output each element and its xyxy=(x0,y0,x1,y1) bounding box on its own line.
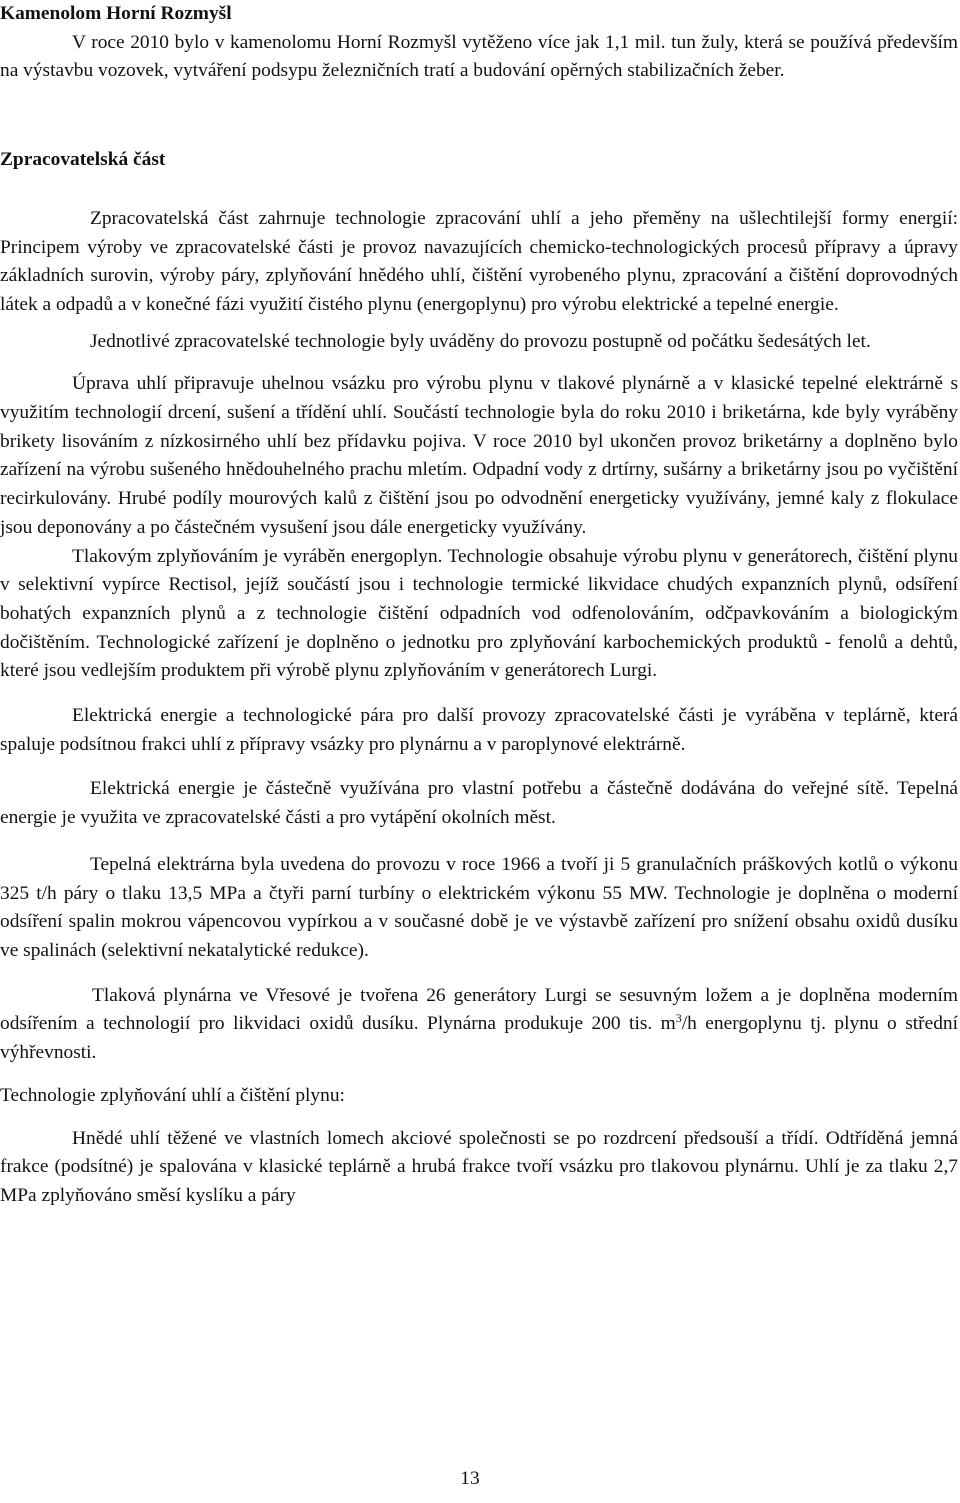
paragraph-coal-preparation: Úprava uhlí připravuje uhelnou vsázku pro výrobu plynu v tlakové plynárně a v klasické tepelné elektrárně s využitím technologií drcení, sušení a třídění uhlí. Součástí technologie byla do roku 2010 i briketárna, kde byly vyráběny brikety lisováním z nízkosirného uhlí bez přídavku pojiva. V roce 2010 byl ukončen provoz briketárny a doplněno bylo zařízení na výrobu sušeného hnědouhelného prachu mletím. Odpadní vody z drtírny, sušárny a briketárny jsou po vyčištění recirkulovány. Hrubé podíly mourových kalů z čištění jsou po odvodnění energeticky využívány, jemné kaly z flokulace jsou deponovány a po částečném vysušení jsou dále energeticky využívány. xyxy=(0,373,958,538)
paragraph-electric-energy-2: Elektrická energie je částečně využívána pro vlastní potřebu a částečně dodávána do veřejné sítě. Tepelná energie je využita ve zpracovatelské části a pro vytápění okolních měst. xyxy=(0,778,958,829)
paragraph-gasification: Tlakovým zplyňováním je vyráběn energoplyn. Technologie obsahuje výrobu plynu v generátorech, čištění plynu v selektivní vypírce Rectisol, jejíž součástí jsou i technologie termické likvidace chudých expanzních plynů, odsíření bohatých expanzních plynů a z technologie čištění odpadních vod odfenolováním, odčpavkováním a biologickým dočištěním. Technologické zařízení je doplněno o jednotku pro zplyňování karbochemických produktů - fenolů a dehtů, které jsou vedlejším produktem při výrobě plynu zplyňováním v generátorech Lurgi. xyxy=(0,545,958,682)
gasworks-superscript: 3 xyxy=(675,1011,682,1026)
heading-quarry: Kamenolom Horní Rozmyšl xyxy=(0,3,232,24)
paragraph-quarry: V roce 2010 bylo v kamenolomu Horní Rozmyšl vytěženo více jak 1,1 mil. tun žuly, která se používá především na výstavbu vozovek, vytváření podsypu železničních tratí a budování opěrných stabilizačních žeber. xyxy=(0,31,958,82)
subheading-gasification-tech: Technologie zplyňování uhlí a čištění plynu: xyxy=(0,1084,345,1106)
paragraph-processing-1: Zpracovatelská část zahrnuje technologie zpracování uhlí a jeho přeměny na ušlechtilejší formy energií: Principem výroby ve zpracovatelské části je provoz navazujících chemicko-technologických procesů přípravy a úpravy základních surovin, výroby páry, zplyňování hnědého uhlí, čištění vyrobeného plynu, zpracování a čištění doprovodných látek a odpadů a v konečné fázi využití čistého plynu (energoplynu) pro výrobu elektrické a tepelné energie. xyxy=(0,207,958,315)
gasworks-text-a: Tlaková plynárna ve Vřesové je tvořena 26 generátory Lurgi se sesuvným ložem a je doplněna moderním odsířením a technologií pro likvidaci oxidů dusíku. Plynárna produkuje 200 tis. m xyxy=(0,984,958,1035)
page-number: 13 xyxy=(460,1468,480,1489)
heading-processing: Zpracovatelská část xyxy=(0,149,166,171)
paragraph-electric-energy-1: Elektrická energie a technologické pára pro další provozy zpracovatelské části je vyráběna v teplárně, která spaluje podsítnou frakci uhlí z přípravy vsázky pro plynárnu a v paroplynové elektrárně. xyxy=(0,705,958,755)
paragraph-brown-coal: Hnědé uhlí těžené ve vlastních lomech akciové společnosti se po rozdrcení předsouší a třídí. Odtříděná jemná frakce (podsítné) je spalována v klasické teplárně a hrubá frakce tvoří vsázku pro tlakovou plynárnu. Uhlí je za tlaku 2,7 MPa zplyňováno směsí kyslíku a páry xyxy=(0,1127,958,1206)
paragraph-gasworks xyxy=(0,982,958,1068)
gasworks-text-b: /h energoplynu tj. plynu o střední výhřevnosti. xyxy=(0,1013,958,1064)
paragraph-thermal-plant: Tepelná elektrárna byla uvedena do provozu v roce 1966 a tvoří ji 5 granulačních práškových kotlů o výkonu 325 t/h páry o tlaku 13,5 MPa a čtyři parní turbíny o elektrickém výkonu 55 MW. Technologie je doplněna o moderní odsíření spalin mokrou vápencovou vypírkou a v současné době je ve výstavbě zařízení pro snížení obsahu oxidů dusíku ve spalinách (selektivní nekatalytické redukce). xyxy=(0,853,958,961)
paragraph-processing-2: Jednotlivé zpracovatelské technologie byly uváděny do provozu postupně od počátku šedesátých let. xyxy=(90,330,871,352)
